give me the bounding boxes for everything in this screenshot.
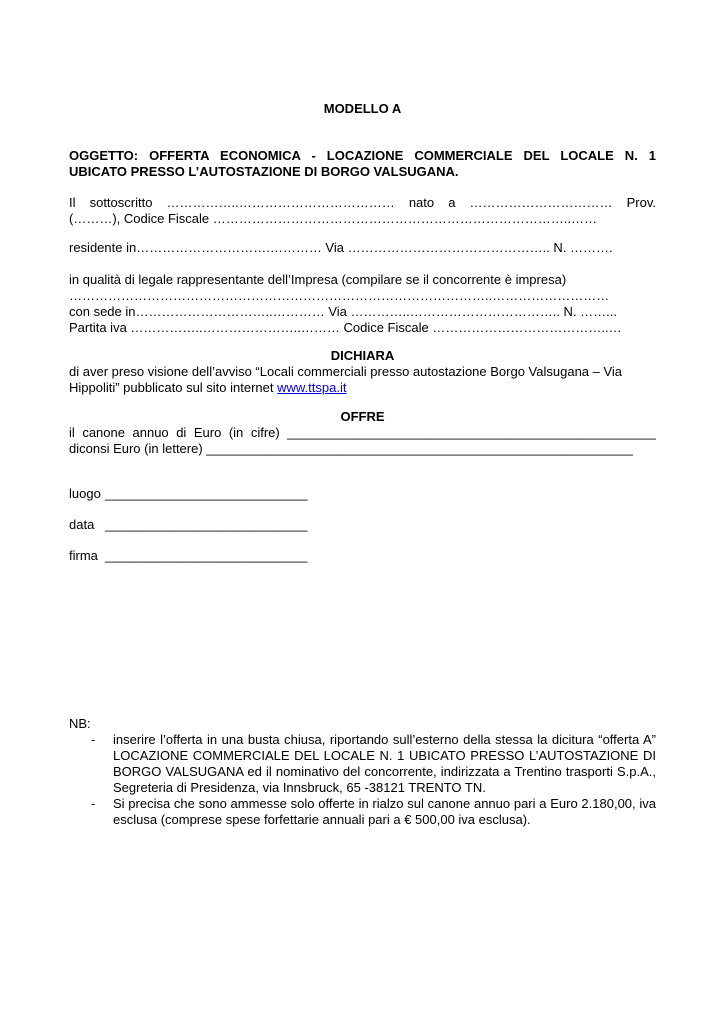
date-blank[interactable]: ____________________________	[105, 517, 308, 532]
declaration-section	[69, 348, 656, 396]
signature-label: firma	[69, 548, 98, 563]
note-text: inserire l’offerta in una busta chiusa, riportando sull’esterno della stessa la dicitura “offerta A” LOCAZIONE COMMERCIALE DEL LOCALE N. 1 UBICATO PRESSO L’AUTOSTAZIONE DI BORGO VALSUGANA ed il nominativo del concorrente, indirizzata a Trentino trasporti S.p.A., Segreteria di Presidenza, via Innsbruck, 65 -38121 TRENTO TN.	[113, 732, 656, 795]
vat-line[interactable]: Partita iva ……………..…………………..……… Codice Fiscale …………………………………..…	[69, 320, 622, 335]
note-item	[69, 796, 656, 828]
note-dash: -	[91, 796, 96, 811]
place-blank[interactable]: ____________________________	[105, 486, 308, 501]
place-field[interactable]	[69, 486, 307, 502]
note-item	[69, 732, 656, 796]
subject-line-1: OGGETTO: OFFERTA ECONOMICA - LOCAZIONE COMMERCIALE DEL LOCALE N. 1	[69, 148, 656, 163]
date-label: data	[69, 517, 95, 532]
website-link[interactable]: www.ttspa.it	[277, 380, 347, 395]
note-dash: -	[91, 732, 96, 747]
offer-heading: OFFRE	[340, 409, 385, 424]
declarant-block	[69, 195, 656, 227]
signature-field[interactable]	[69, 548, 307, 564]
annual-fee-figures-line[interactable]: il canone annuo di Euro (in cifre) ___________________________________________________	[69, 425, 656, 440]
place-label: luogo	[69, 486, 101, 501]
notes-label: NB:	[69, 716, 91, 731]
declaration-body: di aver preso visione dell’avviso “Locali commerciali presso autostazione Borgo Valsugana – Via Hippoliti” pubblicato sul sito internet	[69, 364, 623, 395]
declarant-line-1[interactable]: Il sottoscritto ……………..……………………………… nato a …………………………… Prov.	[69, 195, 656, 210]
subject-line-2: UBICATO PRESSO L’AUTOSTAZIONE DI BORGO VALSUGANA.	[69, 164, 459, 179]
signature-blank[interactable]: ____________________________	[105, 548, 308, 563]
notes-section	[69, 716, 656, 828]
notes-list	[69, 732, 656, 828]
legal-rep-text: in qualità di legale rappresentante dell’Impresa (compilare se il concorrente è impresa)	[69, 272, 567, 287]
company-seat-line[interactable]: con sede in…………………………..………… Via …………..…………………………….. N. ……...	[69, 304, 617, 319]
company-block	[69, 272, 656, 336]
declarant-line-2[interactable]: (………), Codice Fiscale ………………………………………………………………………..……	[69, 211, 597, 226]
declaration-heading: DICHIARA	[330, 348, 395, 363]
declaration-text	[69, 364, 656, 396]
offer-section	[69, 409, 656, 457]
residence-line[interactable]: residente in………………………….………… Via ……………………………………….. N. ……….	[69, 240, 613, 255]
company-name-line[interactable]: ……………………………………………………………………………………..………………………	[69, 288, 610, 303]
annual-fee-words-line[interactable]: diconsi Euro (in lettere) ___________________________________________________________	[69, 441, 633, 456]
page-title: MODELLO A	[323, 101, 402, 116]
note-text: Si precisa che sono ammesse solo offerte in rialzo sul canone annuo pari a Euro 2.180,00, iva esclusa (comprese spese forfettarie annuali pari a € 500,00 iva esclusa).	[113, 796, 656, 827]
date-field[interactable]	[69, 517, 307, 533]
subject-heading	[69, 148, 656, 180]
